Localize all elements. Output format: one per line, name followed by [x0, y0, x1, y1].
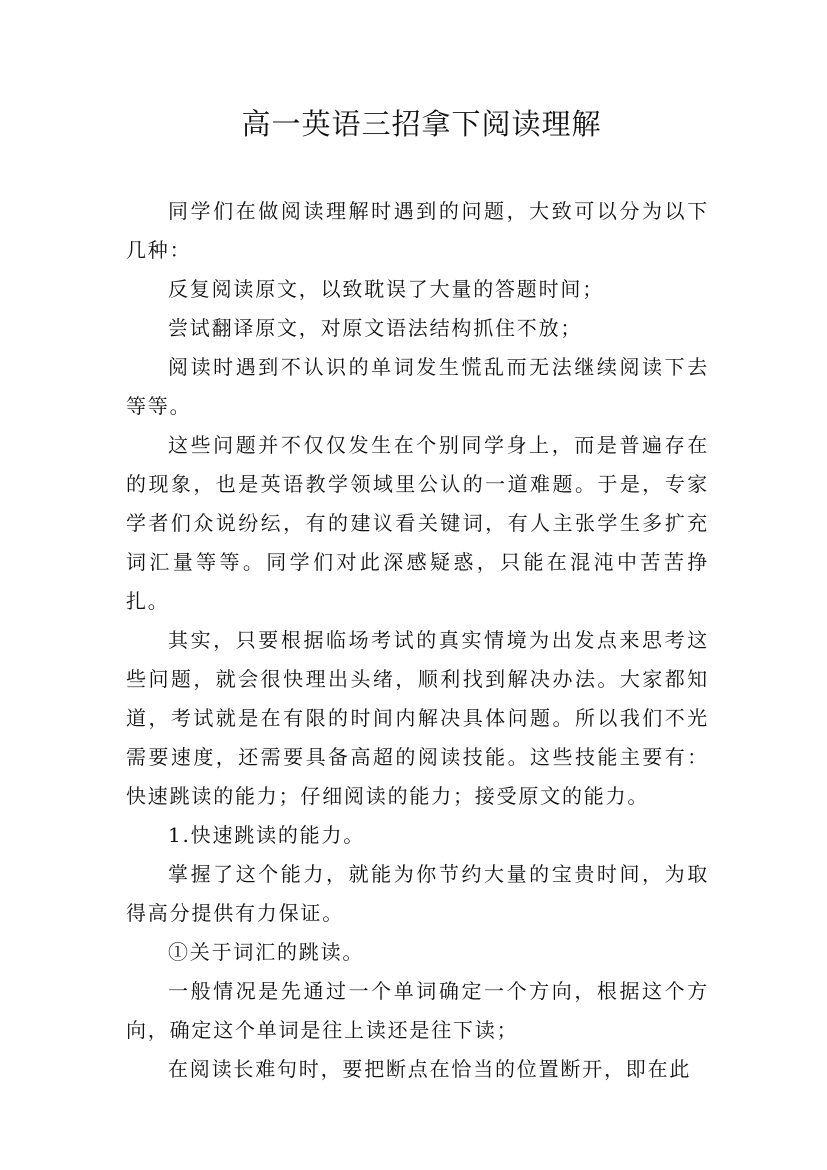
paragraph-problem-unknown-words: 阅读时遇到不认识的单词发生慌乱而无法继续阅读下去等等。	[126, 355, 709, 418]
paragraph-common-issue: 这些问题并不仅仅发生在个别同学身上，而是普遍存在的现象，也是英语教学领域里公认的一道难题。于是，专家学者们众说纷纭，有的建议看关键词，有人主张学生多扩充词汇量等等。同学们对此深感疑惑，只能在混沌中苦苦挣扎。	[126, 433, 709, 613]
paragraph-solution: 其实，只要根据临场考试的真实情境为出发点来思考这些问题，就会很快理出头绪，顺利找到解决办法。大家都知道，考试就是在有限的时间内解决具体问题。所以我们不光需要速度，还需要具备高超的阅读技能。这些技能主要有：快速跳读的能力；仔细阅读的能力；接受原文的能力。	[126, 628, 709, 808]
section-heading-skimming: 1.快速跳读的能力。	[168, 823, 366, 847]
paragraph-problem-translating: 尝试翻译原文，对原文语法结构抓住不放；	[168, 316, 583, 340]
paragraph-problem-rereading: 反复阅读原文，以致耽误了大量的答题时间；	[168, 277, 604, 301]
paragraph-skimming-benefit: 掌握了这个能力，就能为你节约大量的宝贵时间，为取得高分提供有力保证。	[126, 862, 709, 925]
paragraph-word-direction: 一般情况是先通过一个单词确定一个方向，根据这个方向，确定这个单词是往上读还是往下读；	[126, 979, 709, 1042]
document-body	[126, 192, 709, 1089]
paragraph-long-sentences: 在阅读长难句时，要把断点在恰当的位置断开，即在此	[168, 1057, 692, 1081]
document-title: 高一英语三招拿下阅读理解	[241, 107, 602, 141]
paragraph-problems-intro: 同学们在做阅读理解时遇到的问题，大致可以分为以下几种：	[126, 199, 709, 262]
subheading-vocabulary-skimming: ①关于词汇的跳读。	[168, 940, 365, 964]
